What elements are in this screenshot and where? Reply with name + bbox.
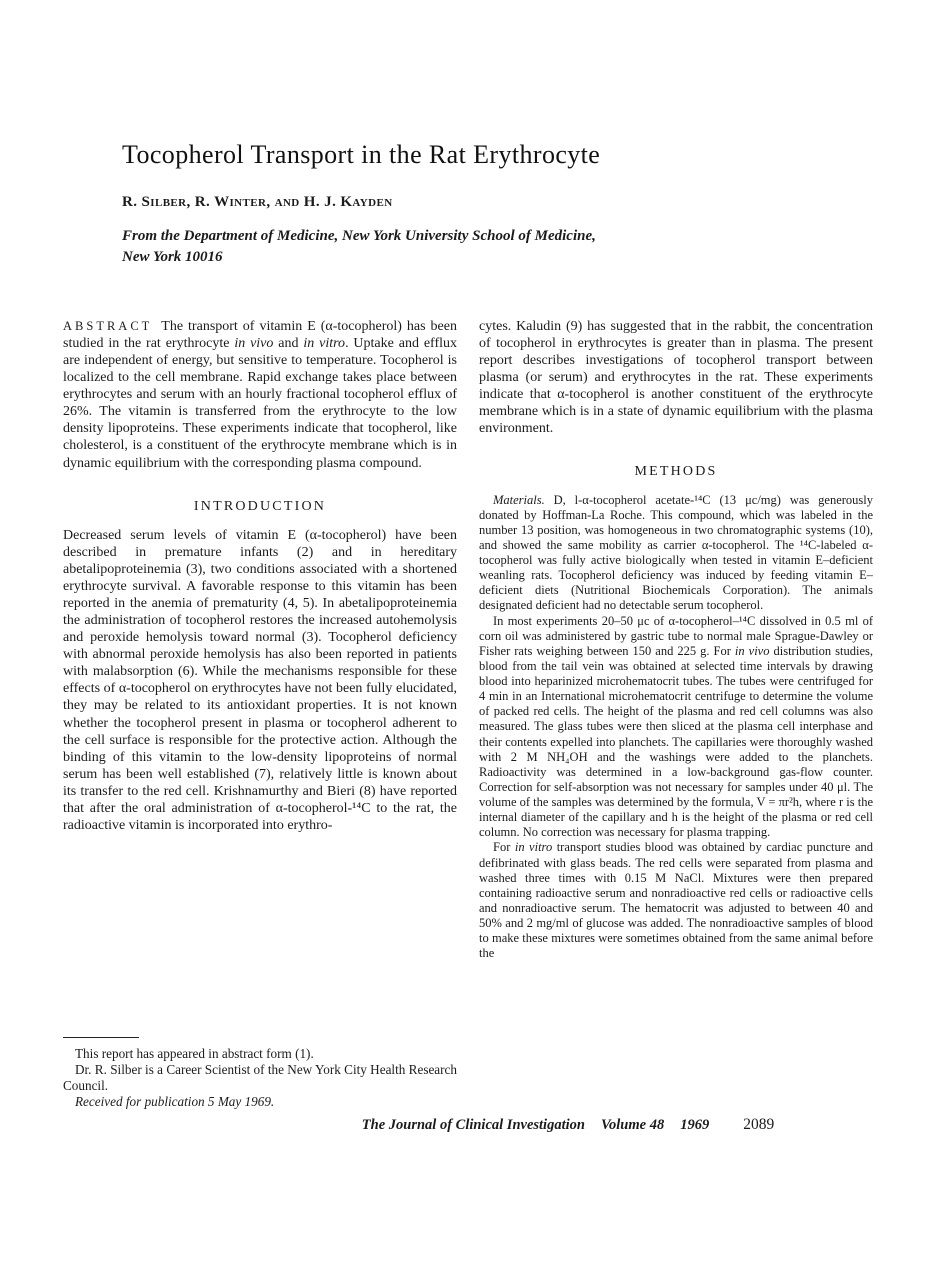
footnote-block	[63, 1019, 457, 1114]
left-column	[63, 318, 457, 1114]
abstract-paragraph	[63, 318, 457, 472]
methods-paragraph-in-vitro: For in vitro transport studies blood was obtained by cardiac puncture and defibrinated with glass beads. The red cells were separated from plasma and washed three times with 0.15 M NaCl. Mixtures were then prepared containing radioactive serum and nonradioactive red cells or radioactive cells and nonradioactive serum. The hematocrit was adjusted to between 40 and 50% and 2 mg/ml of glucose was added. The nonradioactive samples of blood to make these mixtures were sometimes obtained from the same animal before the	[479, 840, 873, 961]
introduction-paragraph: Decreased serum levels of vitamin E (α-tocopherol) have been described in premature infants (2) and in hereditary abetalipoproteinemia (3), two conditions associated with a shortened erythrocyte survival. A favorable response to this vitamin has been reported in the anemia of prematurity (4, 5). In abetalipoproteinemia the administration of tocopherol restores the increased autohemolysis and peroxide hemolysis toward normal (3). Tocopherol deficiency with abnormal peroxide hemolysis has also been reported in patients with malabsorption (6). While the mechanisms responsible for these effects of α-tocopherol on erythrocytes have not been fully elucidated, they may be related to its antioxidant properties. It is not known whether the tocopherol present in plasma or tocopherol adherent to the cell surface is responsible for the protective action. Although the binding of this vitamin to the low-density lipoproteins of normal serum has been well established (7), relatively little is known about its transfer to the red cell. Krishnamurthy and Bieri (8) have reported that after the oral administration of α-tocopherol-¹⁴C to the rat, the radioactive vitamin is incorporated into erythro-	[63, 527, 457, 833]
footnote-received-date: Received for publication 5 May 1969.	[75, 1093, 275, 1109]
footnote-separator-rule	[63, 1037, 139, 1038]
page-footer	[0, 1116, 936, 1134]
introduction-heading: INTRODUCTION	[193, 498, 327, 514]
year-label: 1969	[680, 1117, 710, 1133]
abstract-text: The transport of vitamin E (α-tocopherol) has been studied in the rat erythrocyte in vivo and in vitro. Uptake and efflux are independent of energy, but sensitive to temperature. Tocopherol is localized to the cell membrane. Rapid exchange takes place between erythrocytes and serum with an hourly fractional tocopherol efflux of 26%. The vitamin is transferred from the erythrocyte to the low density lipoproteins. These experiments indicate that tocopherol, like cholesterol, is a constituent of the erythrocyte membrane which is in dynamic equilibrium with the corresponding plasma compound.	[63, 318, 457, 471]
article-title: Tocopherol Transport in the Rat Erythrocyte	[122, 140, 601, 169]
affiliation-line-2: New York 10016	[122, 248, 223, 265]
article-header	[122, 140, 873, 268]
volume-label: Volume 48	[600, 1117, 665, 1133]
two-column-body	[63, 318, 873, 1114]
introduction-continuation-paragraph: cytes. Kaludin (9) has suggested that in the rabbit, the concentration of tocopherol in erythrocytes is greater than in plasma. The present report describes investigations of tocopherol transport between plasma (or serum) and erythrocytes in the rat. These experiments indicate that α-tocopherol is another constituent of the erythrocyte membrane which is in a state of dynamic equilibrium with the plasma environment.	[479, 318, 873, 437]
right-column	[479, 318, 873, 1114]
footnote-abstract-form: This report has appeared in abstract form (1).	[75, 1045, 314, 1061]
footnotes	[63, 1046, 457, 1110]
page-number: 2089	[743, 1116, 775, 1133]
footnote-career-scientist: Dr. R. Silber is a Career Scientist of the New York City Health Research Council.	[63, 1061, 457, 1093]
article-authors: R. Silber, R. Winter, and H. J. Kayden	[122, 193, 393, 210]
methods-heading: METHODS	[634, 464, 718, 480]
affiliation-line-1: From the Department of Medicine, New York University School of Medicine,	[122, 227, 596, 244]
article-affiliation	[122, 226, 873, 268]
methods-paragraph-materials: Materials. D, l-α-tocopherol acetate-¹⁴C (13 μc/mg) was generously donated by Hoffman-La Roche. This compound, which was labeled in the number 13 position, was homogeneous in two chromatographic systems (10), and showed the same mobility as carrier α-tocopherol. The ¹⁴C-labeled α-tocopherol was fully active biologically when tested in vitamin E–deficient weanling rats. Tocopherol deficiency was induced by feeding vitamin E–deficient diets (Nutritional Biochemicals Corporation). The animals designated deficient had no detectable serum tocopherol.	[479, 492, 873, 613]
journal-name: The Journal of Clinical Investigation	[361, 1117, 585, 1133]
abstract-label: ABSTRACT	[63, 318, 153, 333]
methods-paragraph-in-vivo: In most experiments 20–50 μc of α-tocopherol–¹⁴C dissolved in 0.5 ml of corn oil was administered by gastric tube to normal male Sprague-Dawley or Fisher rats weighing between 150 and 225 g. For in vivo distribution studies, blood from the tail vein was obtained at selected time intervals by drawing blood into heparinized microhematocrit tubes. The tubes were centrifuged for 4 min in an International microhematocrit centrifuge to determine the volume of packed red cells. The height of the plasma and red cell columns was also measured. The glass tubes were then sliced at the plasma cell interphase and their contents expelled into planchets. The capillaries were thoroughly washed with 2 M NH₄OH and the washings were added to the planchets. Radioactivity was determined in a low-background gas-flow counter. Correction for self-absorption was not necessary for samples under 40 μl. The volume of the samples was determined by the formula, V = πr²h, where r is the internal diameter of the capillary and h is the height of the plasma or red cell column. No correction was necessary for plasma trapping.	[479, 613, 873, 840]
